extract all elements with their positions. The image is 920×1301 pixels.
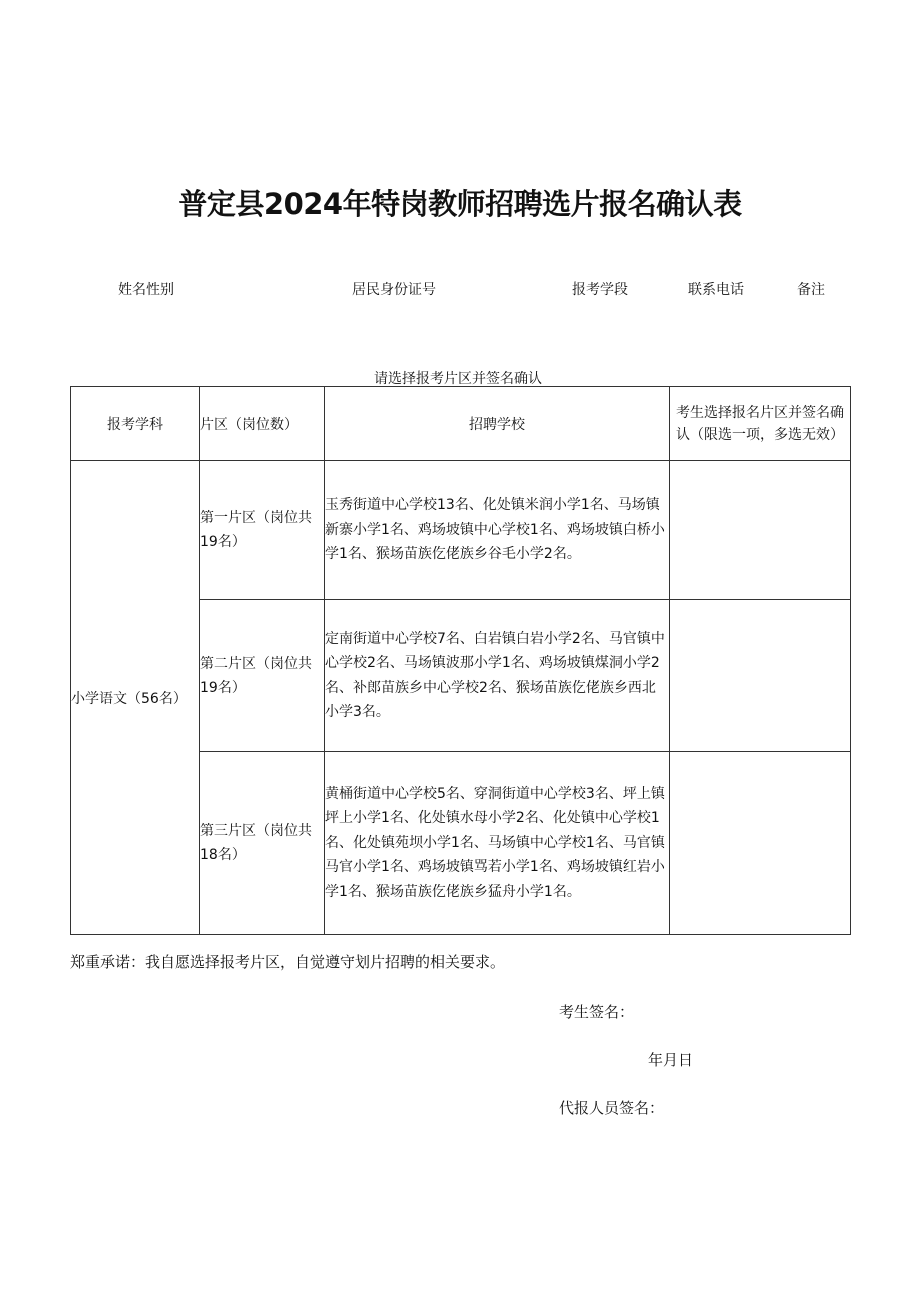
remarks-label: 备注: [797, 282, 825, 298]
id-number-label: 居民身份证号: [352, 282, 436, 298]
zone-cell-3: 第三片区（岗位共18名）: [200, 752, 325, 935]
stage-label: 报考学段: [572, 282, 628, 298]
table-header-row: [71, 387, 851, 461]
zone-cell-1: 第一片区（岗位共19名）: [200, 461, 325, 600]
schools-cell-1: 玉秀街道中心学校13名、化处镇米润小学1名、马场镇新寨小学1名、鸡场坡镇中心学校1名、鸡场坡镇白桥小学1名、猴场苗族仡佬族乡谷毛小学2名。: [325, 461, 670, 600]
agent-signature-label: 代报人员签名：: [559, 1099, 665, 1117]
pledge-statement: 郑重承诺：我自愿选择报考片区，自觉遵守划片招聘的相关要求。: [70, 953, 506, 971]
table-row: [71, 461, 851, 600]
subject-cell: 小学语文（56名）: [71, 461, 200, 935]
header-zone: 片区（岗位数）: [200, 387, 325, 461]
table-caption: 请选择报考片区并签名确认: [374, 371, 542, 387]
header-confirm: 考生选择报名片区并签名确认（限选一项，多选无效）: [670, 387, 851, 461]
header-schools: 招聘学校: [325, 387, 670, 461]
confirm-cell-2[interactable]: [670, 600, 851, 752]
phone-label: 联系电话: [688, 282, 744, 298]
candidate-signature-label: 考生签名：: [559, 1003, 635, 1021]
zone-selection-table: [70, 386, 851, 935]
zone-cell-2: 第二片区（岗位共19名）: [200, 600, 325, 752]
confirm-cell-3[interactable]: [670, 752, 851, 935]
page-title: 普定县2024年特岗教师招聘选片报名确认表: [178, 187, 742, 221]
confirm-cell-1[interactable]: [670, 461, 851, 600]
schools-cell-3: 黄桶街道中心学校5名、穿洞街道中心学校3名、坪上镇坪上小学1名、化处镇水母小学2名、化处镇中心学校1名、化处镇苑坝小学1名、马场镇中心学校1名、马官镇马官小学1名、鸡场坡镇骂若小学1名、鸡场坡镇红岩小学1名、猴场苗族仡佬族乡猛舟小学1名。: [325, 752, 670, 935]
header-subject: 报考学科: [71, 387, 200, 461]
date-label: 年月日: [648, 1051, 694, 1069]
schools-cell-2: 定南街道中心学校7名、白岩镇白岩小学2名、马官镇中心学校2名、马场镇波那小学1名、鸡场坡镇煤洞小学2名、补郎苗族乡中心学校2名、猴场苗族仡佬族乡西北小学3名。: [325, 600, 670, 752]
name-gender-label: 姓名性别: [118, 282, 174, 298]
